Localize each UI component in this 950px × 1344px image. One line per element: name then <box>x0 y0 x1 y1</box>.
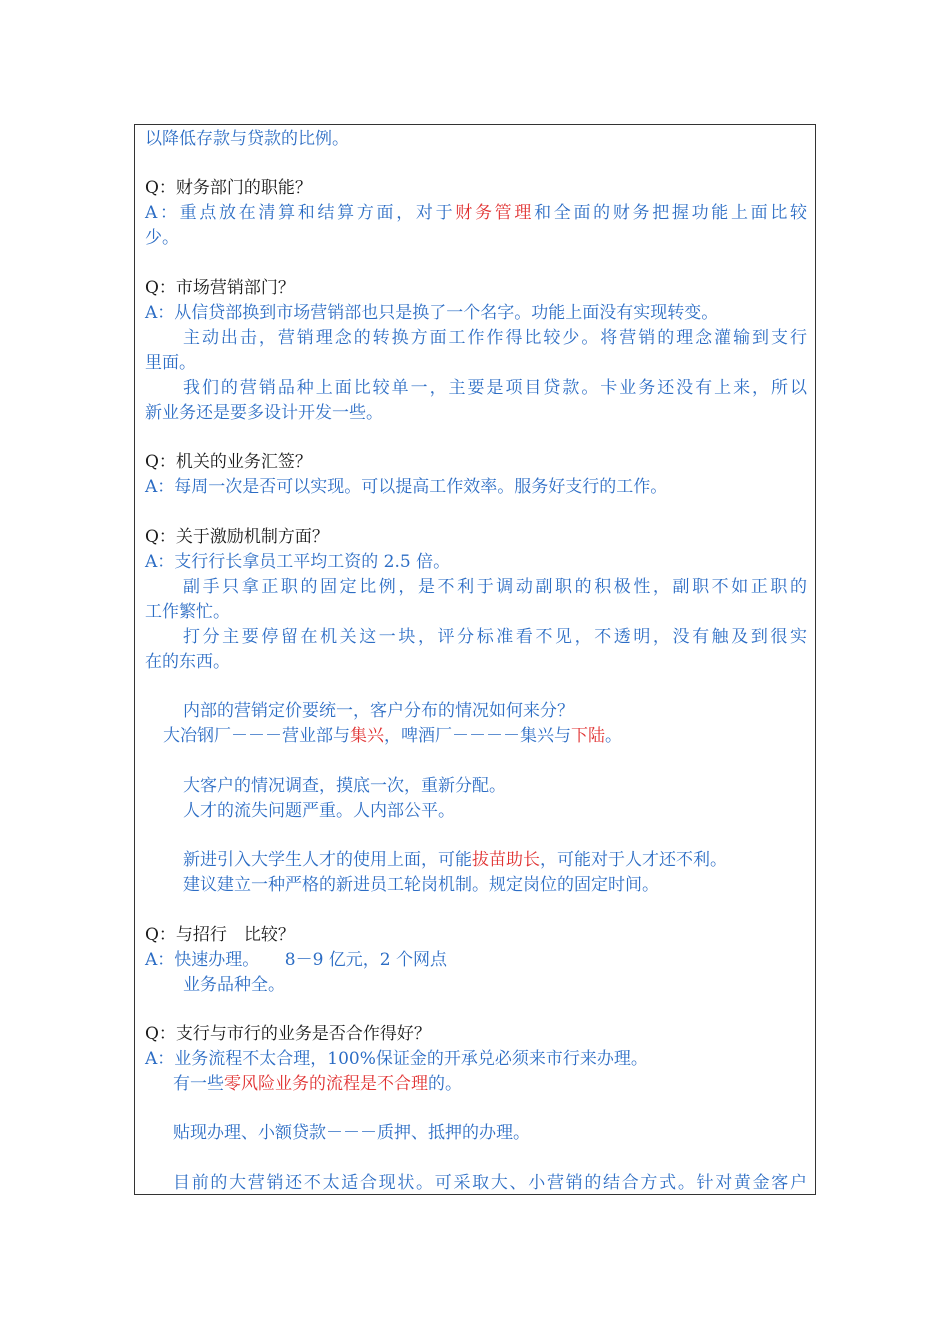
note-rotation: 建议建立一种严格的新进员工轮岗机制。规定岗位的固定时间。 <box>183 875 659 895</box>
text-line: 以降低存款与贷款的比例。 <box>145 129 349 149</box>
answer-marketing: A：从信贷部换到市场营销部也只是换了一个名字。功能上面没有实现转变。 <box>145 303 719 323</box>
question-marketing: Q：市场营销部门？ <box>145 278 295 298</box>
answer-cooperation-p4: 目前的大营销还不太适合现状。可采取大、小营销的结合方式。针对黄金客户 <box>173 1173 807 1193</box>
question-signoff: Q：机关的业务汇签？ <box>145 452 312 472</box>
note-customer-split: 大冶钢厂－－－营业部与集兴，啤酒厂－－－－集兴与下陆。 <box>163 726 622 746</box>
answer-incentive-p2-cont: 工作繁忙。 <box>145 602 230 622</box>
document-table-cell <box>134 124 816 1195</box>
answer-marketing-p3-cont: 新业务还是要多设计开发一些。 <box>145 403 383 423</box>
answer-incentive: A：支行行长拿员工平均工资的 2.5 倍。 <box>145 552 451 572</box>
question-compare: Q：与招行 比较？ <box>145 925 295 945</box>
answer-marketing-p2-cont: 里面。 <box>145 353 196 373</box>
answer-compare: A：快速办理。 8－9 亿元，2 个网点 <box>145 950 448 970</box>
note-big-client: 大客户的情况调查，摸底一次，重新分配。 <box>183 776 506 796</box>
question-incentive: Q：关于激励机制方面？ <box>145 527 329 547</box>
answer-cooperation-p3: 贴现办理、小额贷款－－－质押、抵押的办理。 <box>173 1123 530 1143</box>
answer-incentive-p3: 打分主要停留在机关这一块，评分标准看不见，不透明，没有触及到很实 <box>183 627 807 647</box>
answer-incentive-p2: 副手只拿正职的固定比例，是不利于调动副职的积极性，副职不如正职的 <box>183 577 807 597</box>
answer-compare-p2: 业务品种全。 <box>183 975 285 995</box>
answer-marketing-p3: 我们的营销品种上面比较单一，主要是项目贷款。卡业务还没有上来，所以 <box>183 378 807 398</box>
note-pricing: 内部的营销定价要统一，客户分布的情况如何来分？ <box>183 701 574 721</box>
answer-signoff: A：每周一次是否可以实现。可以提高工作效率。服务好支行的工作。 <box>145 477 668 497</box>
question-finance: Q：财务部门的职能？ <box>145 178 312 198</box>
note-talent-loss: 人才的流失问题严重。人内部公平。 <box>183 801 455 821</box>
question-cooperation: Q：支行与市行的业务是否合作得好？ <box>145 1024 431 1044</box>
answer-incentive-p3-cont: 在的东西。 <box>145 652 230 672</box>
answer-cooperation: A：业务流程不太合理，100%保证金的开承兑必须来市行来办理。 <box>145 1049 648 1069</box>
answer-cooperation-p2: 有一些零风险业务的流程是不合理的。 <box>173 1074 462 1094</box>
answer-marketing-p2: 主动出击，营销理念的转换方面工作作得比较少。将营销的理念灌输到支行 <box>183 328 807 348</box>
note-graduates: 新进引入大学生人才的使用上面，可能拔苗助长，可能对于人才还不利。 <box>183 850 727 870</box>
answer-finance: A：重点放在清算和结算方面，对于财务管理和全面的财务把握功能上面比较 <box>145 203 808 223</box>
answer-finance-cont: 少。 <box>145 228 179 248</box>
